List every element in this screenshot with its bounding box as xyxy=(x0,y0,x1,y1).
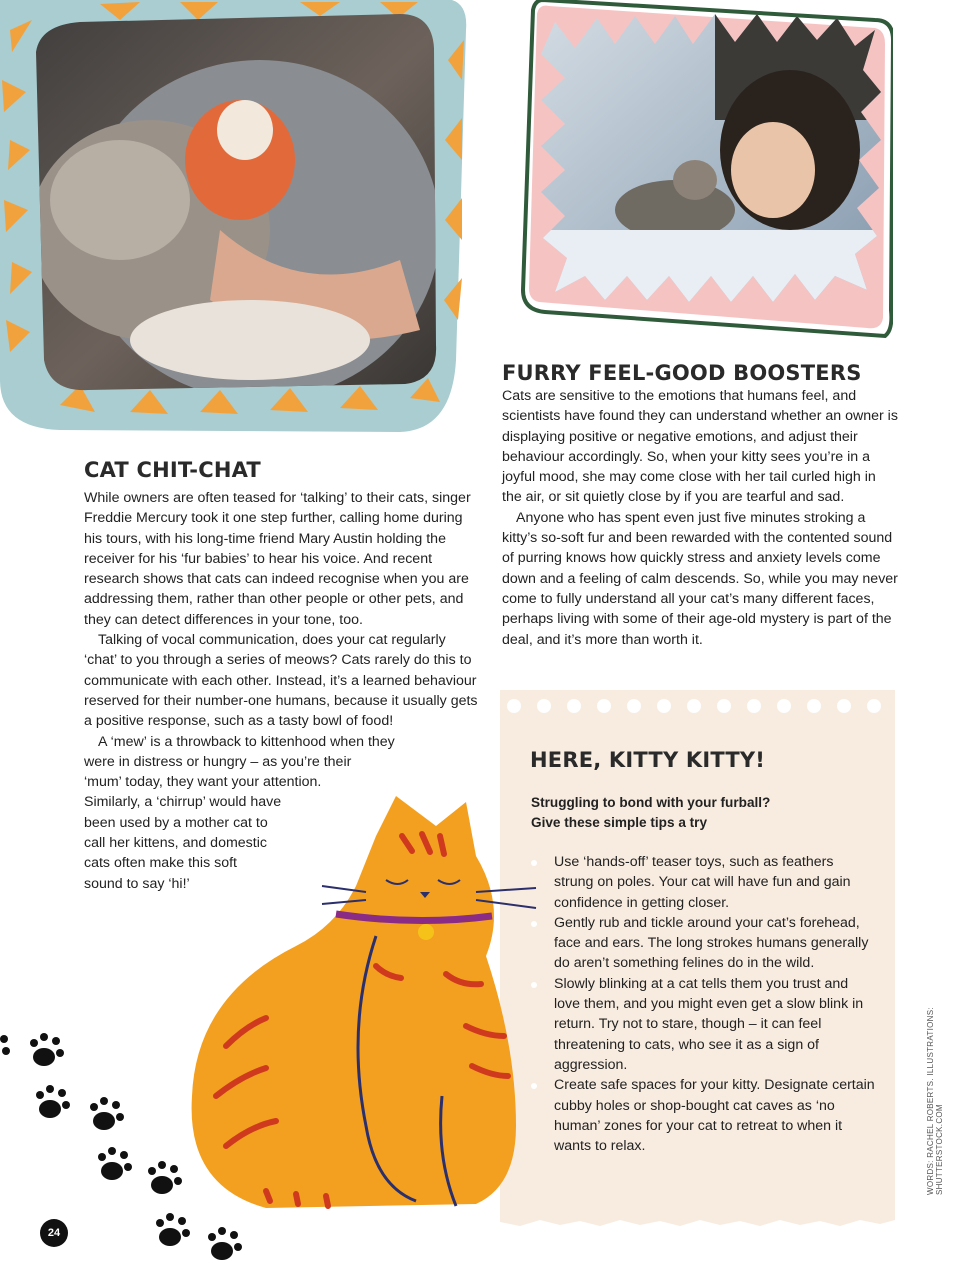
paw-print-icon xyxy=(36,1085,70,1118)
paragraph-line: ‘mum’ today, they want your attention. xyxy=(84,774,322,791)
paw-print-icon xyxy=(208,1227,242,1260)
paragraph: Talking of vocal communication, does your cat regularly ‘chat’ to you through a series of meows? Cats rarely do this to communicate with each other. Instead, it’s a learned behaviour reserved for their number-one humans, because it usually gets a positive response, such as a tasty bowl of food! xyxy=(84,632,478,730)
woman-hugging-cat-photo xyxy=(0,0,470,440)
girl-with-kitten-photo xyxy=(515,0,893,345)
paragraph-line: were in distress or hungry – as you’re their xyxy=(84,753,352,770)
photo-credit: WORDS: RACHEL ROBERTS. ILLUSTRATIONS: SHUTTERSTOCK.COM xyxy=(926,1007,944,1195)
paragraph-line: cats often make this soft xyxy=(84,855,237,872)
paragraph-line: Similarly, a ‘chirrup’ would have xyxy=(84,794,282,811)
page-number: 24 xyxy=(40,1219,68,1247)
paw-print-icon xyxy=(148,1161,182,1194)
paragraph-line: A ‘mew’ is a throwback to kittenhood when they xyxy=(98,733,395,750)
paragraph-line: been used by a mother cat to xyxy=(84,814,268,831)
paw-print-icon xyxy=(156,1213,190,1246)
furry-boosters-heading: FURRY FEEL-GOOD BOOSTERS xyxy=(502,361,862,385)
list-item: Gently rub and tickle around your cat’s forehead, face and ears. The long strokes humans generally do aren’t something felines do in the wild. xyxy=(531,913,876,974)
paragraph: Anyone who has spent even just five minutes stroking a kitty’s so-soft fur and been rewarded with the contented sound of purring knows how quickly stress and anxiety levels come down and a feeling of calm descends. So, while you may never come to fully understand all your cat’s many different faces, perhaps living with some of their age-old mystery is part of the deal, and it’s more than worth it. xyxy=(502,509,898,648)
paw-prints xyxy=(0,1025,250,1280)
tips-subtitle xyxy=(531,793,861,833)
tips-subtitle-line: Struggling to bond with your furball? xyxy=(531,795,771,810)
paragraph-line: call her kittens, and domestic xyxy=(84,835,267,852)
tips-list xyxy=(531,852,876,1156)
tips-subtitle-line: Give these simple tips a try xyxy=(531,815,708,830)
list-item: Create safe spaces for your kitty. Designate certain cubby holes or shop-bought cat caves as ‘no human’ zones for your cat to retreat to when it wants to relax. xyxy=(531,1075,876,1156)
paragraph: While owners are often teased for ‘talking’ to their cats, singer Freddie Mercury took it one step further, calling home during his tours, with his long-time friend Mary Austin holding the receiver for his ‘fur babies’ to hear his voice. And recent research shows that cats can indeed recognise when you are addressing them, rather than other people or other pets, and they can detect differences in your tone, too. xyxy=(84,490,471,628)
list-item: Use ‘hands-off’ teaser toys, such as feathers strung on poles. Your cat will have fun and gain confidence in getting closer. xyxy=(531,852,876,913)
paragraph-line: sound to say ‘hi!’ xyxy=(84,875,190,892)
paw-print-icon xyxy=(98,1147,132,1180)
paragraph: Cats are sensitive to the emotions that humans feel, and scientists have found they can understand whether an owner is displaying positive or negative emotions, and adjust their behaviour accordingly. So, when your kitty sees you’re in a joyful mood, she may come close with her tail curled high in the air, or sit quietly close by if you are tearful and sad. xyxy=(502,388,898,506)
paw-print-icon xyxy=(30,1033,64,1066)
furry-boosters-body xyxy=(502,386,898,650)
cat-chit-chat-heading: CAT CHIT-CHAT xyxy=(84,458,261,482)
tips-heading: HERE, KITTY KITTY! xyxy=(530,748,766,772)
paw-print-icon xyxy=(90,1097,124,1130)
list-item: Slowly blinking at a cat tells them you trust and love them, and you might even get a slow blink in return. Try not to stare, though – it can feel threatening to cats, who see it as a sign of aggression. xyxy=(531,974,876,1075)
paw-print-icon xyxy=(0,1035,10,1055)
